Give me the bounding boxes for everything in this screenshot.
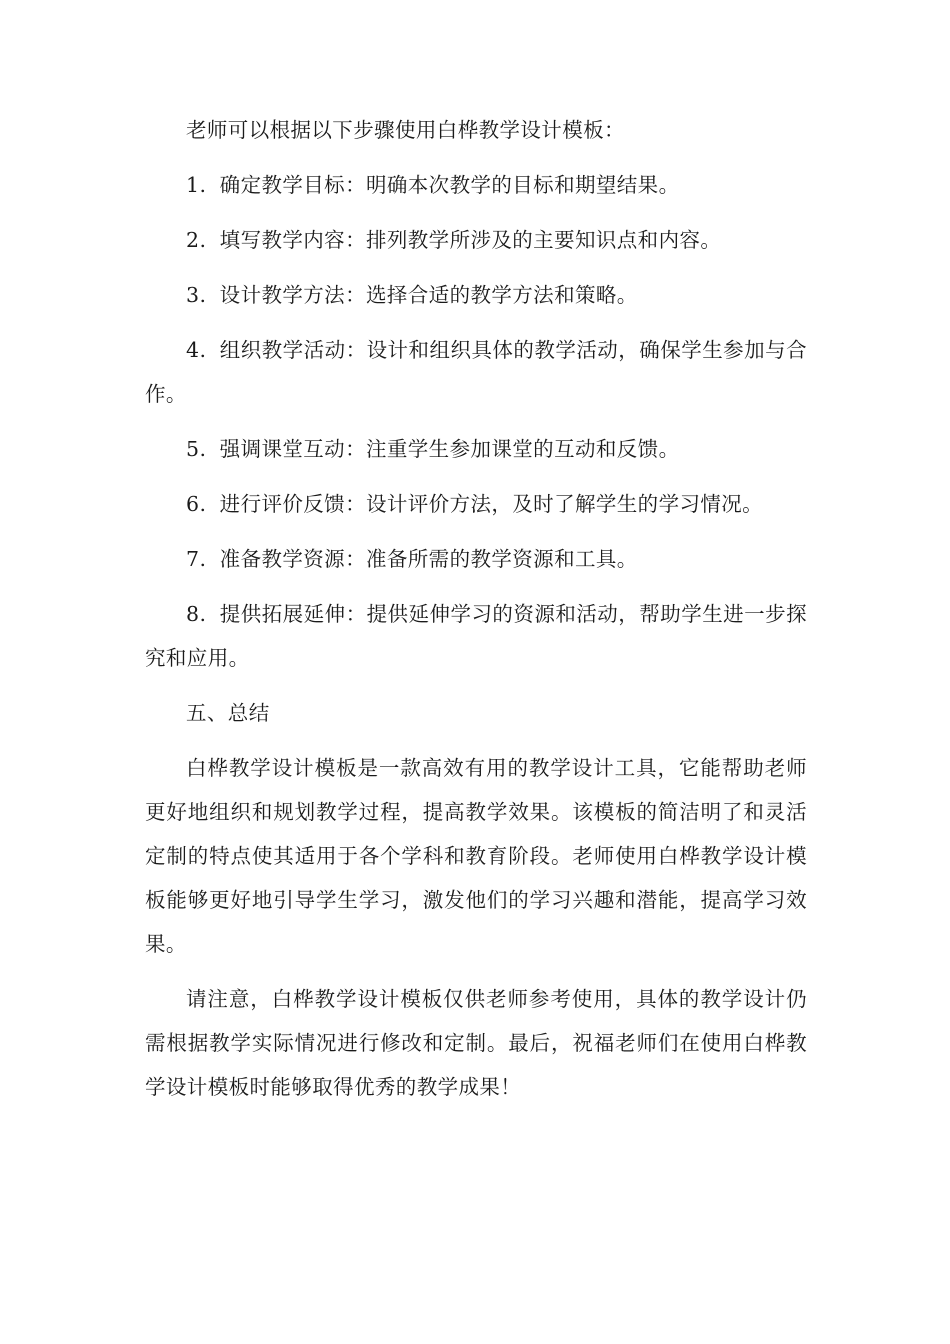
step-number: 8. <box>186 602 207 626</box>
step-text: 设计教学方法：选择合适的教学方法和策略。 <box>219 283 638 307</box>
step-text: 提供拓展延伸：提供延伸学习的资源和活动，帮助学生进一步探究和应用。 <box>145 602 807 670</box>
note-paragraph: 请注意，白桦教学设计模板仅供老师参考使用，具体的教学设计仍需根据教学实际情况进行修改和定制。最后，祝福老师们在使用白桦教学设计模板时能够取得优秀的教学成果！ <box>145 987 807 1099</box>
step-item-3 <box>145 273 807 317</box>
step-item-4 <box>145 328 807 416</box>
step-text: 确定教学目标：明确本次教学的目标和期望结果。 <box>219 173 680 197</box>
step-number: 1. <box>186 173 207 197</box>
step-item-7 <box>145 537 807 581</box>
document-page <box>145 108 807 1109</box>
step-item-5 <box>145 427 807 471</box>
step-text: 准备教学资源：准备所需的教学资源和工具。 <box>219 547 638 571</box>
step-item-2 <box>145 218 807 262</box>
step-text: 进行评价反馈：设计评价方法，及时了解学生的学习情况。 <box>219 492 764 516</box>
step-number: 7. <box>186 547 207 571</box>
summary-paragraph: 白桦教学设计模板是一款高效有用的教学设计工具，它能帮助老师更好地组织和规划教学过程，提高教学效果。该模板的简洁明了和灵活定制的特点使其适用于各个学科和教育阶段。老师使用白桦教学设计模板能够更好地引导学生学习，激发他们的学习兴趣和潜能，提高学习效果。 <box>145 756 807 956</box>
step-number: 4. <box>186 338 207 362</box>
intro-paragraph: 老师可以根据以下步骤使用白桦教学设计模板： <box>186 118 625 142</box>
section-heading: 五、总结 <box>186 701 270 725</box>
step-item-8 <box>145 592 807 680</box>
step-text: 强调课堂互动：注重学生参加课堂的互动和反馈。 <box>219 437 680 461</box>
step-text: 填写教学内容：排列教学所涉及的主要知识点和内容。 <box>219 228 722 252</box>
step-item-1 <box>145 163 807 207</box>
step-number: 2. <box>186 228 207 252</box>
step-item-6 <box>145 482 807 526</box>
step-number: 3. <box>186 283 207 307</box>
step-text: 组织教学活动：设计和组织具体的教学活动，确保学生参加与合作。 <box>145 338 807 406</box>
step-number: 6. <box>186 492 207 516</box>
step-number: 5. <box>186 437 207 461</box>
